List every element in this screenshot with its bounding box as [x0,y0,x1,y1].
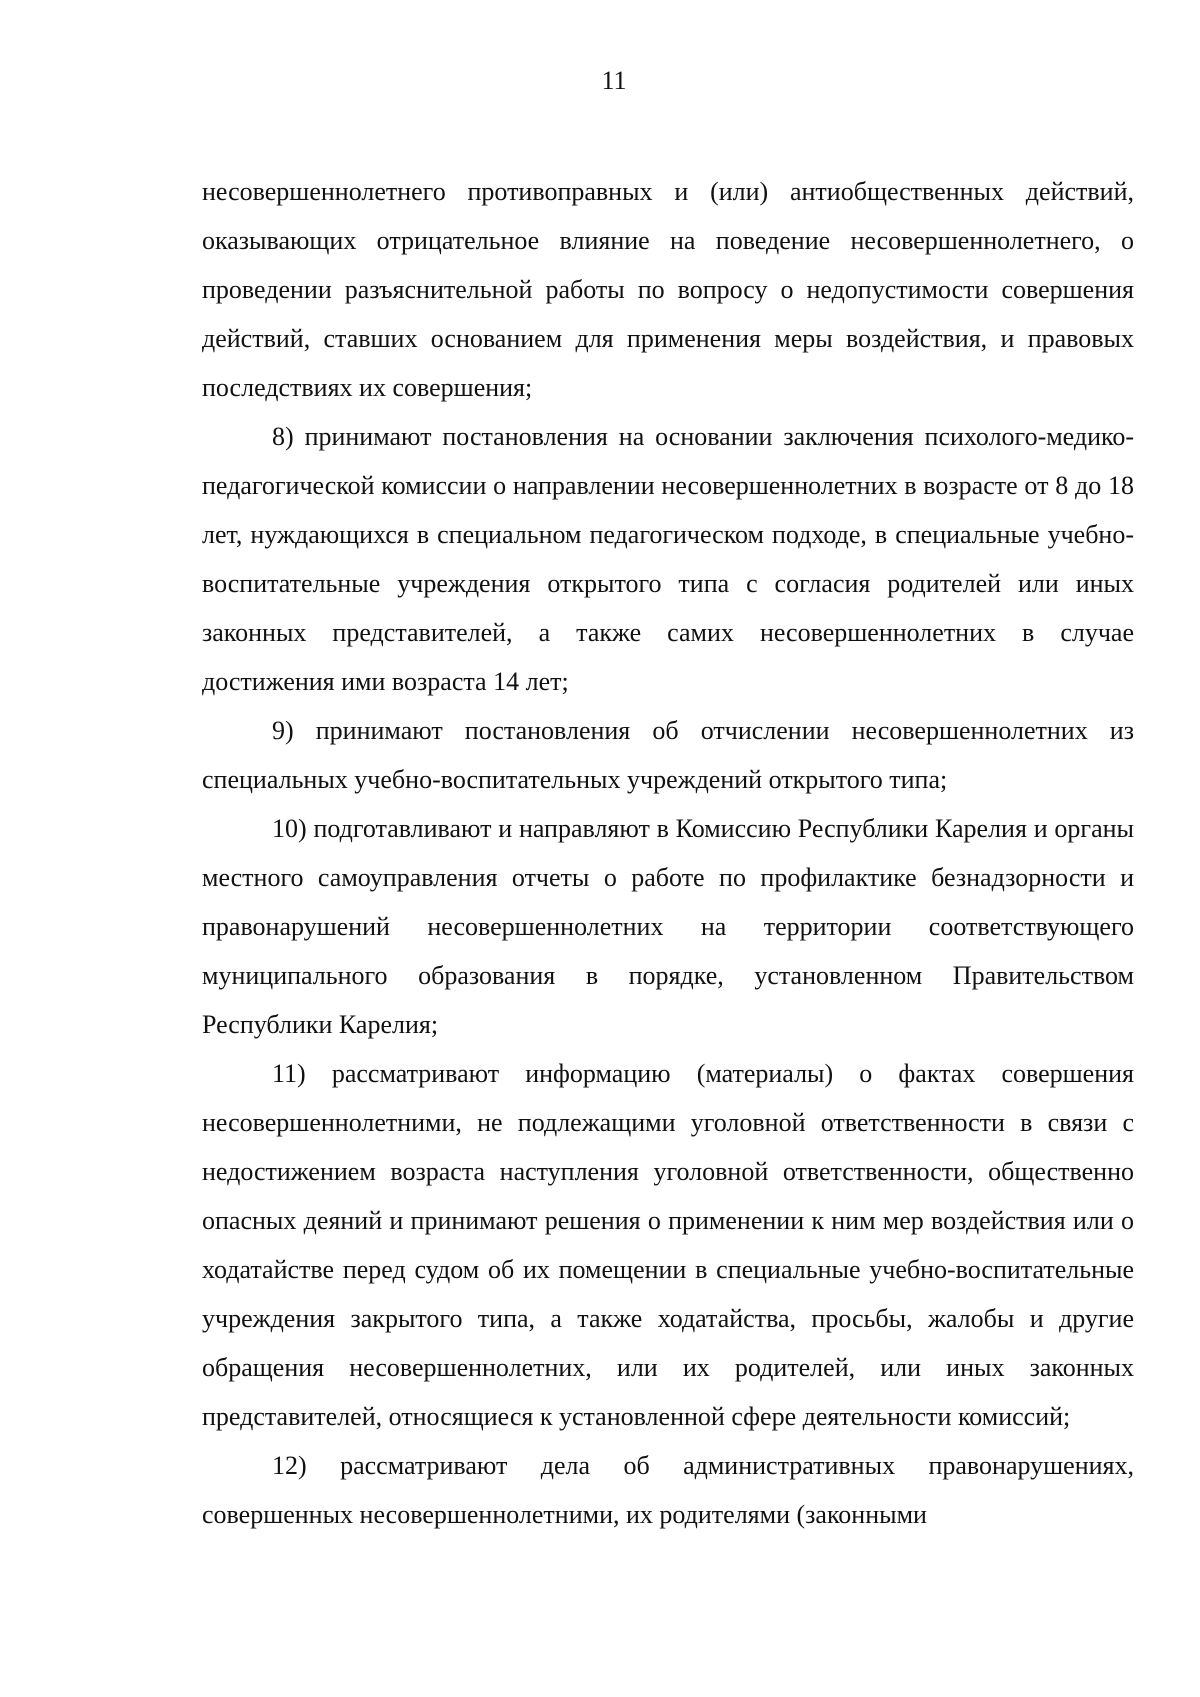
paragraph-item-8: 8) принимают постановления на основании заключения психолого-медико-педагогической комиссии о направлении несовершеннолетних в возрасте от 8 до 18 лет, нуждающихся в специальном педагогическом подходе, в специальные учебно-воспитательные учреждения открытого типа с согласия родителей или иных законных представителей, а также самих несовершеннолетних в случае достижения ими возраста 14 лет; [202,422,1134,696]
paragraph-item-11: 11) рассматривают информацию (материалы) о фактах совершения несовершеннолетними, не подлежащими уголовной ответственности в связи с недостижением возраста наступления уголовной ответственности, общественно опасных деяний и принимают решения о применении к ним мер воздействия или о ходатайстве перед судом об их помещении в специальные учебно-воспитательные учреждения закрытого типа, а также ходатайства, просьбы, жалобы и другие обращения несовершеннолетних, или их родителей, или иных законных представителей, относящиеся к установленной сфере деятельности комиссий; [202,1059,1134,1431]
document-body [202,167,1134,1539]
page-number: 11 [601,66,627,95]
paragraph-item-12: 12) рассматривают дела об административных правонарушениях, совершенных несовершеннолетними, их родителями (законными [202,1451,1134,1529]
paragraph-continuation: несовершеннолетнего противоправных и (или) антиобщественных действий, оказывающих отрицательное влияние на поведение несовершеннолетнего, о проведении разъяснительной работы по вопросу о недопустимости совершения действий, ставших основанием для применения меры воздействия, и правовых последствиях их совершения; [202,177,1134,402]
paragraph-item-10: 10) подготавливают и направляют в Комиссию Республики Карелия и органы местного самоуправления отчеты о работе по профилактике безнадзорности и правонарушений несовершеннолетних на территории соответствующего муниципального образования в порядке, установленном Правительством Республики Карелия; [202,814,1134,1039]
paragraph-item-9: 9) принимают постановления об отчислении несовершеннолетних из специальных учебно-воспитательных учреждений открытого типа; [202,716,1134,794]
